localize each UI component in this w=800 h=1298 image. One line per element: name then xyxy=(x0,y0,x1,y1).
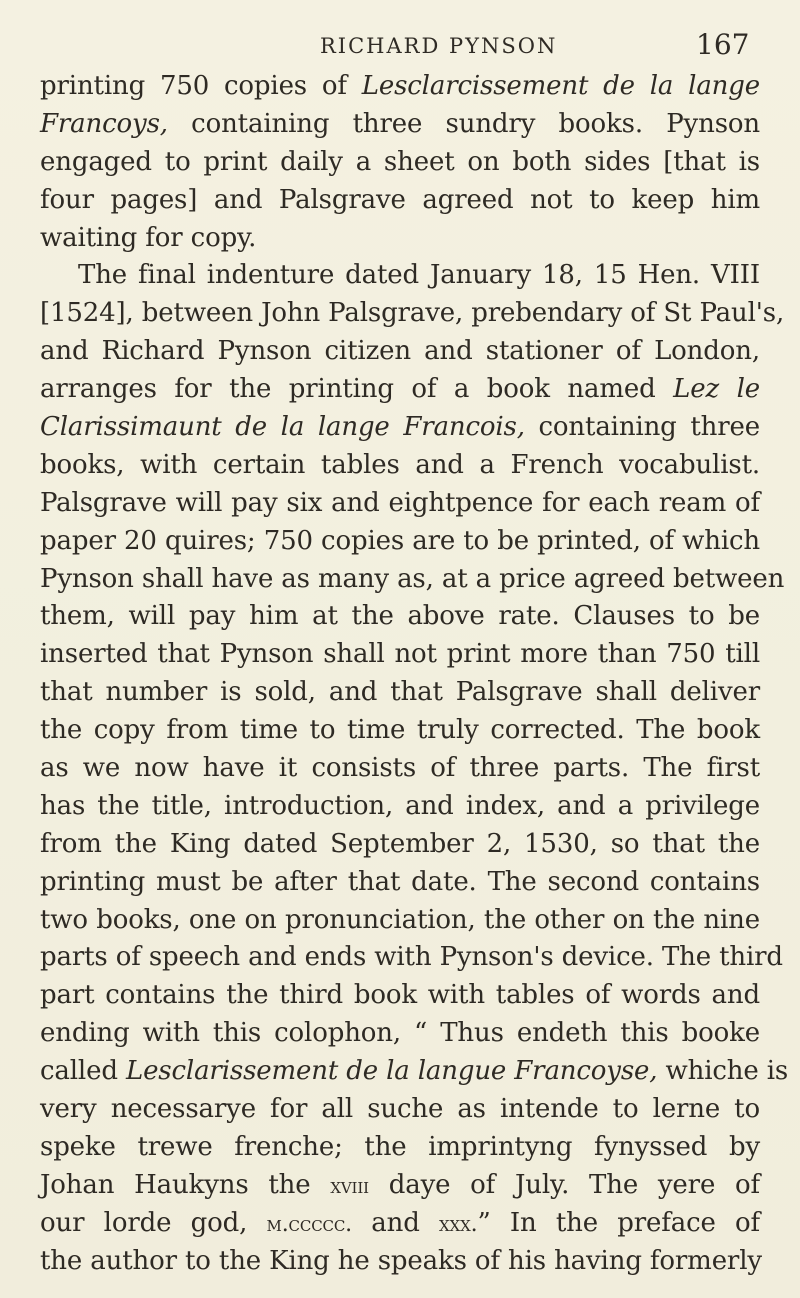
italic-text: Lesclarcissement de la lange xyxy=(361,71,760,101)
text-line xyxy=(40,333,760,371)
text-line xyxy=(40,485,760,523)
text-line xyxy=(40,220,760,258)
text-span: waiting for copy. xyxy=(40,222,257,253)
text-line xyxy=(40,788,760,826)
text-span: printing 750 copies of xyxy=(40,71,362,101)
text-line xyxy=(40,447,760,485)
text-span: paper 20 quires; 750 copies are to be printed, of which xyxy=(40,525,760,556)
text-span: ” In the preface of xyxy=(477,1207,760,1238)
text-span: that number is sold, and that Palsgrave shall deliver xyxy=(40,677,760,708)
text-span: Johan Haukyns the xyxy=(40,1169,331,1200)
text-span: the copy from time to time truly corrected. The book xyxy=(40,715,760,746)
text-span: parts of speech and ends with Pynson's device. The third xyxy=(40,942,783,973)
text-span: containing three sundry books. Pynson xyxy=(167,108,760,139)
text-line xyxy=(40,1129,760,1167)
text-line xyxy=(40,1091,760,1129)
text-span: our lorde god, xyxy=(40,1207,267,1238)
text-line xyxy=(40,182,760,220)
text-span: engaged to print daily a sheet on both sides [that is xyxy=(40,146,760,177)
text-line xyxy=(40,523,760,561)
text-line xyxy=(40,1053,789,1091)
italic-text: Francoys, xyxy=(40,108,168,139)
text-line xyxy=(40,409,760,447)
text-line xyxy=(40,939,783,977)
text-span: and Richard Pynson citizen and stationer of London, xyxy=(40,336,760,367)
text-span: whiche is xyxy=(657,1056,789,1087)
text-span: arranges for the printing of a book named xyxy=(40,374,674,405)
text-span: four pages] and Palsgrave agreed not to keep him xyxy=(40,184,760,215)
text-span: and xyxy=(352,1207,440,1238)
text-span: them, will pay him at the above rate. Clauses to be xyxy=(40,601,760,632)
text-span: ending with this colophon, “ Thus endeth this booke xyxy=(40,1018,760,1049)
italic-text: Lez le xyxy=(673,374,760,405)
text-line xyxy=(40,1243,760,1281)
text-line xyxy=(40,598,760,636)
italic-text: Clarissimaunt de la lange Francois, xyxy=(40,412,525,443)
text-line xyxy=(40,561,785,599)
text-line xyxy=(40,1205,760,1243)
text-span: [1524], between John Palsgrave, prebendary of St Paul's, xyxy=(40,298,785,329)
text-span: from the King dated September 2, 1530, so that the xyxy=(40,828,760,859)
text-line xyxy=(40,1015,760,1053)
text-line xyxy=(40,636,760,674)
text-span: containing three xyxy=(524,412,760,443)
text-line xyxy=(40,257,760,295)
text-span: speke trewe frenche; the imprintyng fynyssed by xyxy=(40,1131,760,1162)
text-span: inserted that Pynson shall not print more than 750 till xyxy=(40,639,760,670)
text-span: Pynson shall have as many as, at a price agreed between xyxy=(40,563,785,594)
italic-text: Lesclarissement de la langue Francoyse, xyxy=(125,1056,658,1087)
text-span: part contains the third book with tables of words and xyxy=(40,980,760,1011)
text-line xyxy=(40,371,760,409)
text-span: daye of July. The yere of xyxy=(368,1169,760,1200)
text-line xyxy=(40,750,760,788)
text-span: books, with certain tables and a French vocabulist. xyxy=(40,449,760,480)
text-line xyxy=(40,902,760,940)
text-span: two books, one on pronunciation, the other on the nine xyxy=(40,904,760,935)
body-text xyxy=(40,68,789,1281)
text-line xyxy=(40,864,760,902)
small-caps-text: xviii xyxy=(330,1173,369,1199)
text-span: printing must be after that date. The second contains xyxy=(40,866,760,897)
text-line xyxy=(40,674,760,712)
text-span: the author to the King he speaks of his having formerly xyxy=(40,1245,762,1276)
text-line xyxy=(40,826,760,864)
running-head xyxy=(0,28,800,68)
small-caps-text: xxx. xyxy=(439,1211,478,1237)
text-span: as we now have it consists of three parts. The first xyxy=(40,753,760,784)
text-line xyxy=(40,977,760,1015)
text-span: called xyxy=(40,1056,126,1087)
page-number: 167 xyxy=(696,28,750,61)
text-line xyxy=(40,68,760,106)
small-caps-text: m.ccccc. xyxy=(266,1211,353,1237)
text-span: Palsgrave will pay six and eightpence for each ream of xyxy=(40,487,760,518)
text-line xyxy=(40,106,760,144)
text-span: has the title, introduction, and index, and a privilege xyxy=(40,790,760,821)
text-span: The final indenture dated January 18, 15 Hen. VIII xyxy=(78,260,760,291)
text-line xyxy=(40,295,785,333)
text-line xyxy=(40,144,760,182)
running-title: RICHARD PYNSON xyxy=(320,34,558,58)
text-line xyxy=(40,712,760,750)
text-span: very necessarye for all suche as intende to lerne to xyxy=(40,1094,760,1125)
text-line xyxy=(40,1167,760,1205)
